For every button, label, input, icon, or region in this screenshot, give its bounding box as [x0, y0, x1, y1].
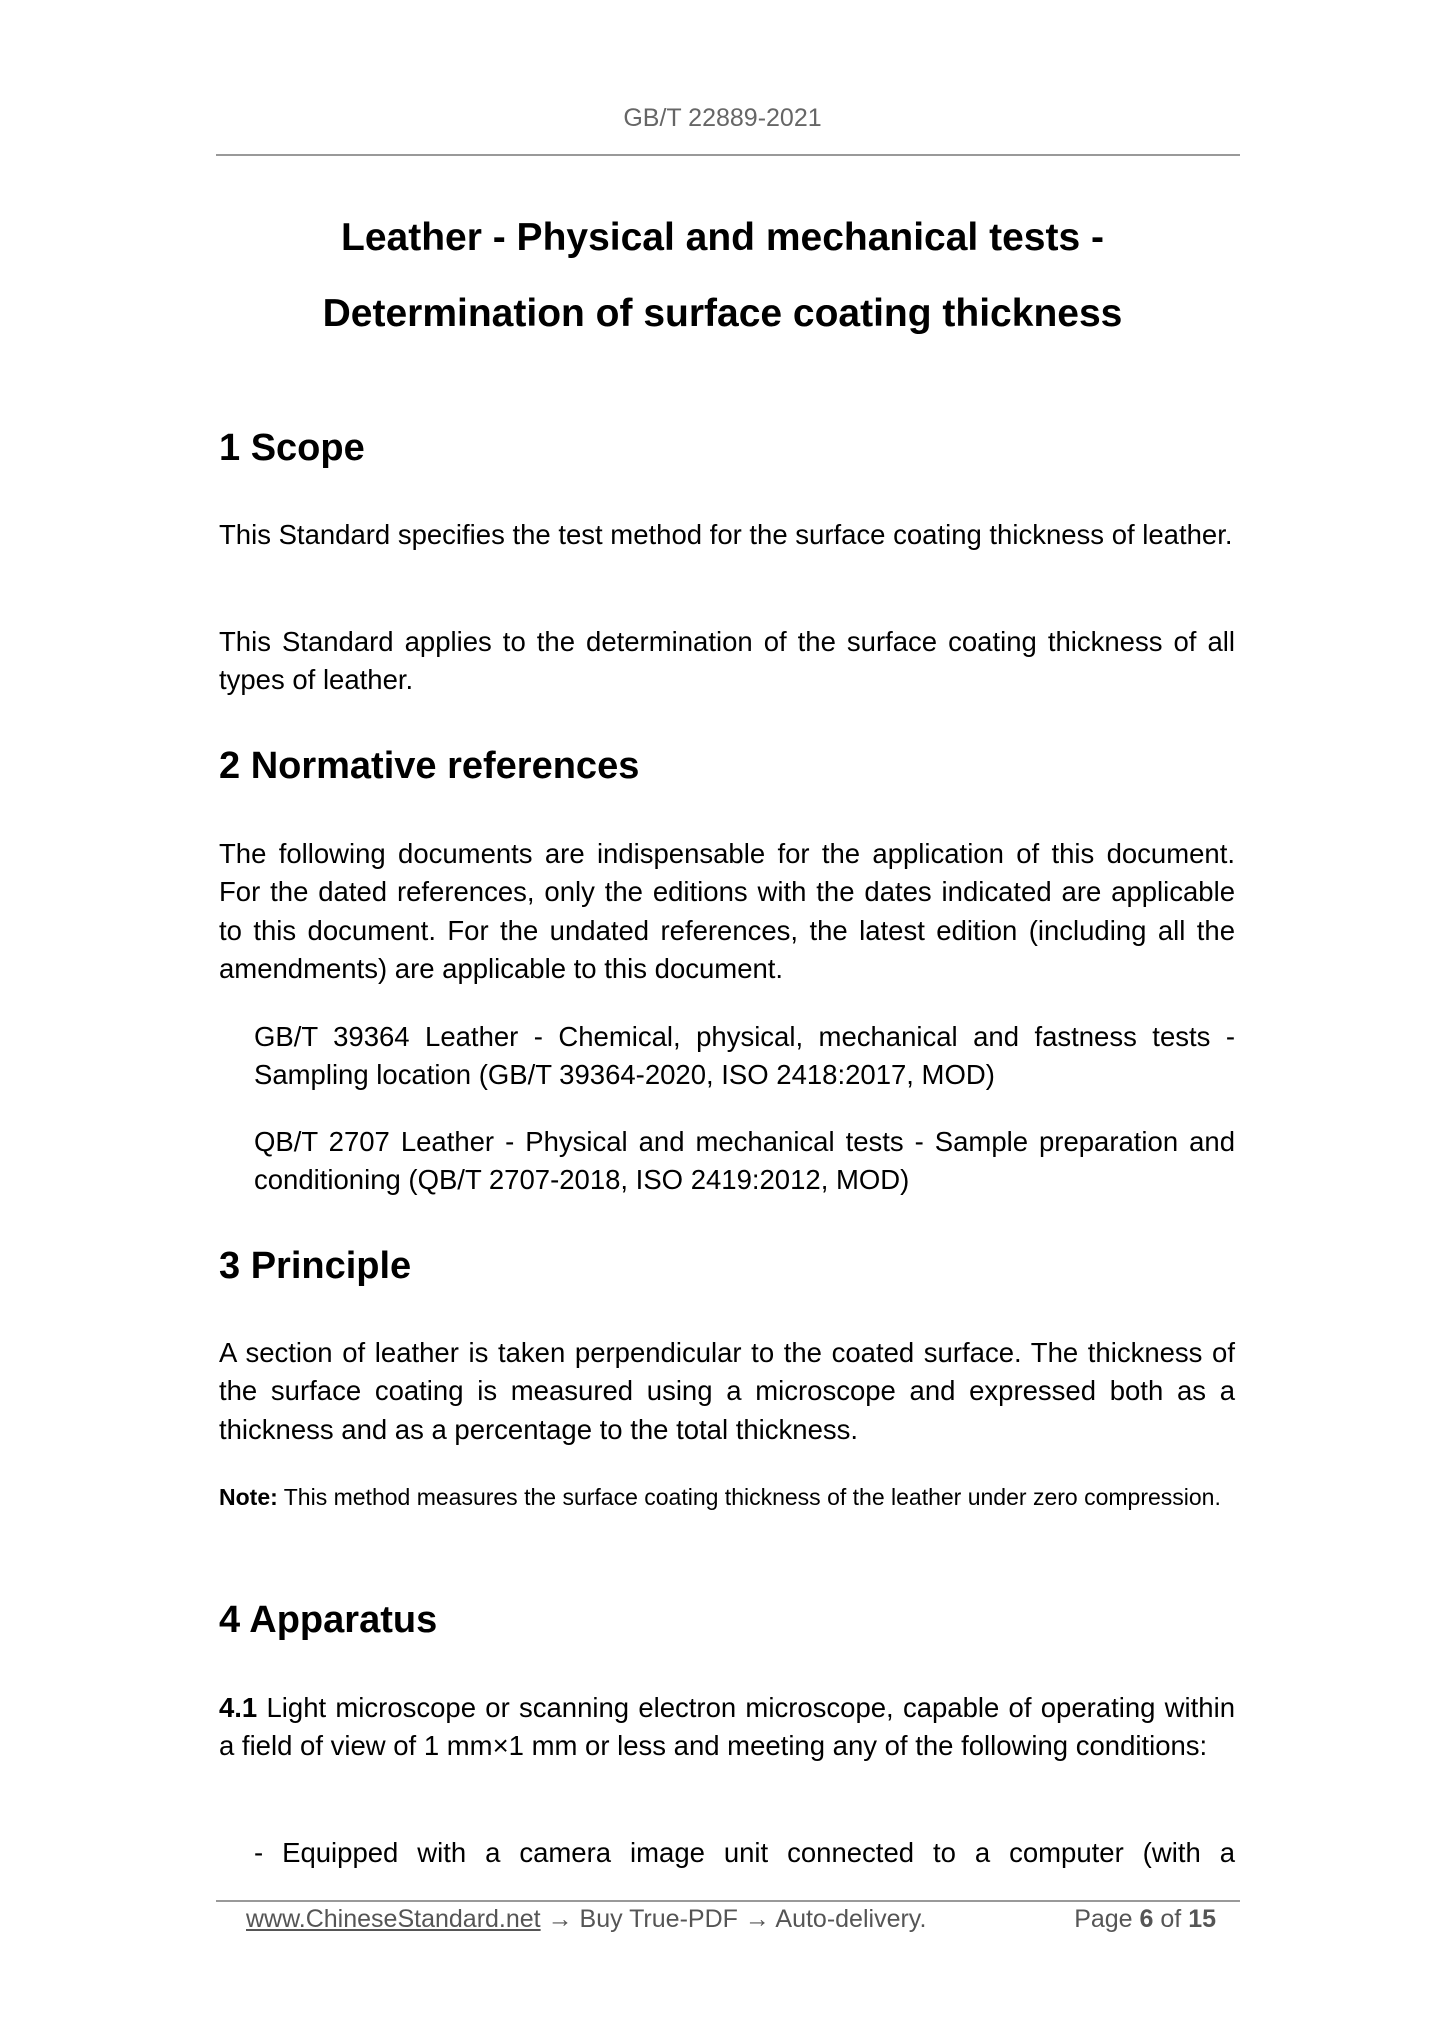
footer-promo [246, 1905, 926, 1934]
page-of: of [1153, 1905, 1189, 1933]
page-label: Page [1074, 1905, 1140, 1933]
page-total: 15 [1188, 1905, 1216, 1933]
document-title-line-1: Leather - Physical and mechanical tests - [341, 216, 1104, 259]
normative-paragraph: The following documents are indispensable for the application of this document. For the dated references, only the editions with the dates indicated are applicable to this document. For the undated references, the latest edition (including all the amendments) are applicable to this document. [219, 838, 1235, 984]
note-label: Note: [219, 1484, 278, 1510]
normative-reference-1: GB/T 39364 Leather - Chemical, physical, mechanical and fastness tests - Sampling location (GB/T 39364-2020, ISO 2418:2017, MOD) [254, 1021, 1235, 1091]
clause-number: 4.1 [219, 1692, 258, 1723]
footer-promo-text: → Buy True-PDF → Auto-delivery. [540, 1905, 927, 1933]
section-heading-principle: 3 Principle [219, 1245, 412, 1287]
section-heading-apparatus: 4 Apparatus [219, 1599, 438, 1641]
page-footer [246, 1905, 1216, 1934]
section-heading-scope: 1 Scope [219, 427, 365, 469]
document-title-line-2: Determination of surface coating thickness [322, 292, 1123, 335]
header-divider [216, 154, 1240, 156]
principle-note [219, 1478, 1235, 1516]
apparatus-list-item-1: - Equipped with a camera image unit connected to a computer (with a [254, 1837, 1235, 1868]
note-text: This method measures the surface coating thickness of the leather under zero compression. [277, 1484, 1221, 1510]
scope-paragraph-1: This Standard specifies the test method for the surface coating thickness of leather. [219, 519, 1233, 550]
document-code-header: GB/T 22889-2021 [623, 104, 822, 132]
clause-text: Light microscope or scanning electron microscope, capable of operating within a field of view of 1 mm×1 mm or less and meeting any of the following conditions: [219, 1692, 1235, 1762]
footer-divider [216, 1900, 1240, 1902]
website-link[interactable]: www.ChineseStandard.net [246, 1905, 541, 1933]
page-indicator [1074, 1905, 1216, 1934]
normative-reference-2: QB/T 2707 Leather - Physical and mechanical tests - Sample preparation and conditioning (QB/T 2707-2018, ISO 2419:2012, MOD) [254, 1126, 1235, 1196]
section-heading-normative-references: 2 Normative references [219, 745, 640, 787]
principle-paragraph: A section of leather is taken perpendicular to the coated surface. The thickness of the surface coating is measured using a microscope and expressed both as a thickness and as a percentage to the total thickness. [219, 1337, 1235, 1445]
apparatus-clause-4-1 [219, 1689, 1235, 1766]
scope-paragraph-2: This Standard applies to the determination of the surface coating thickness of all types of leather. [219, 626, 1235, 696]
page-number: 6 [1139, 1905, 1154, 1933]
